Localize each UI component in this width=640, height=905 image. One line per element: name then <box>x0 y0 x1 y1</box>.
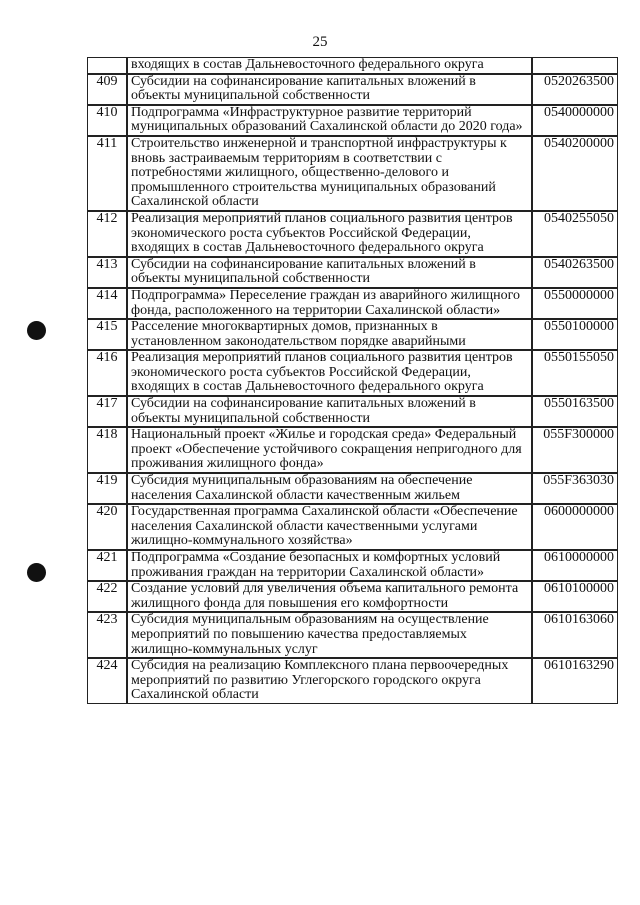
page-number: 25 <box>312 34 328 50</box>
punch-hole-mark <box>27 321 46 340</box>
punch-hole-mark <box>27 563 46 582</box>
row-code-cell: 0610000000 <box>532 550 618 581</box>
row-name-cell: Субсидии на софинансирование капитальных вложений в объекты муниципальной собственности <box>127 396 532 427</box>
row-code-cell: 0550100000 <box>532 319 618 350</box>
row-number-cell: 416 <box>87 350 127 396</box>
row-number-cell: 415 <box>87 319 127 350</box>
row-number-cell: 424 <box>87 658 127 704</box>
row-name-cell: Государственная программа Сахалинской области «Обеспечение населения Сахалинской области качественными услугами жилищно-коммунального хозяйства» <box>127 504 532 550</box>
table-row <box>87 57 618 74</box>
row-code-cell: 0600000000 <box>532 504 618 550</box>
table-row <box>87 74 618 105</box>
row-name-cell: Реализация мероприятий планов социального развития центров экономического роста субъектов Российской Федерации, входящих в состав Дальневосточного федерального округа <box>127 350 532 396</box>
row-name-cell: Субсидии на софинансирование капитальных вложений в объекты муниципальной собственности <box>127 74 532 105</box>
row-code-cell: 0610163290 <box>532 658 618 704</box>
row-number-cell: 414 <box>87 288 127 319</box>
row-code-cell: 055F300000 <box>532 427 618 473</box>
row-code-cell: 0540000000 <box>532 105 618 136</box>
row-number-cell: 409 <box>87 74 127 105</box>
table-row <box>87 350 618 396</box>
row-code-cell: 0540263500 <box>532 257 618 288</box>
row-name-cell: Реализация мероприятий планов социального развития центров экономического роста субъектов Российской Федерации, входящих в состав Дальневосточного федерального округа <box>127 211 532 257</box>
row-code-cell: 0610163060 <box>532 612 618 658</box>
row-number-cell: 419 <box>87 473 127 504</box>
row-code-cell: 0550163500 <box>532 396 618 427</box>
row-number-cell: 411 <box>87 136 127 211</box>
row-name-cell: Субсидия муниципальным образованиям на обеспечение населения Сахалинской области качественным жильем <box>127 473 532 504</box>
row-code-cell <box>532 57 618 74</box>
row-name-cell: Подпрограмма» Переселение граждан из аварийного жилищного фонда, расположенного на территории Сахалинской области» <box>127 288 532 319</box>
row-name-cell: Создание условий для увеличения объема капитального ремонта жилищного фонда для повышения его комфортности <box>127 581 532 612</box>
row-number-cell: 417 <box>87 396 127 427</box>
row-code-cell: 0540255050 <box>532 211 618 257</box>
table-row <box>87 658 618 704</box>
row-name-cell: Строительство инженерной и транспортной инфраструктуры к вновь застраиваемым территориям в соответствии с потребностями жилищного, общественно-делового и промышленного строительства муниципальных образований Сахалинской области <box>127 136 532 211</box>
row-number-cell: 421 <box>87 550 127 581</box>
row-name-cell: Расселение многоквартирных домов, признанных в установленном законодательством порядке аварийными <box>127 319 532 350</box>
table-body <box>87 57 618 704</box>
table-row <box>87 257 618 288</box>
row-number-cell: 423 <box>87 612 127 658</box>
row-number-cell: 422 <box>87 581 127 612</box>
table-row <box>87 550 618 581</box>
row-name-cell: Подпрограмма «Инфраструктурное развитие территорий муниципальных образований Сахалинской области до 2020 года» <box>127 105 532 136</box>
row-name-cell: Субсидии на софинансирование капитальных вложений в объекты муниципальной собственности <box>127 257 532 288</box>
row-number-cell: 413 <box>87 257 127 288</box>
row-code-cell: 0550155050 <box>532 350 618 396</box>
row-code-cell: 055F363030 <box>532 473 618 504</box>
row-name-cell: Национальный проект «Жилье и городская среда» Федеральный проект «Обеспечение устойчивого сокращения непригодного для проживания жилищного фонда» <box>127 427 532 473</box>
row-number-cell: 420 <box>87 504 127 550</box>
table-row <box>87 211 618 257</box>
row-name-cell: входящих в состав Дальневосточного федерального округа <box>127 57 532 74</box>
table-row <box>87 427 618 473</box>
row-name-cell: Субсидия на реализацию Комплексного плана первоочередных мероприятий по развитию Углегорского городского округа Сахалинской области <box>127 658 532 704</box>
table-row <box>87 612 618 658</box>
table-row <box>87 581 618 612</box>
budget-classification-table <box>87 57 618 704</box>
table-row <box>87 319 618 350</box>
row-number-cell: 412 <box>87 211 127 257</box>
row-code-cell: 0540200000 <box>532 136 618 211</box>
row-code-cell: 0610100000 <box>532 581 618 612</box>
table-row <box>87 473 618 504</box>
table-row <box>87 288 618 319</box>
table-row <box>87 136 618 211</box>
table-row <box>87 504 618 550</box>
row-code-cell: 0550000000 <box>532 288 618 319</box>
table-row <box>87 396 618 427</box>
row-number-cell: 410 <box>87 105 127 136</box>
row-name-cell: Подпрограмма «Создание безопасных и комфортных условий проживания граждан на территории Сахалинской области» <box>127 550 532 581</box>
row-name-cell: Субсидия муниципальным образованиям на осуществление мероприятий по повышению качества предоставляемых жилищно-коммунальных услуг <box>127 612 532 658</box>
row-number-cell <box>87 57 127 74</box>
row-code-cell: 0520263500 <box>532 74 618 105</box>
table-row <box>87 105 618 136</box>
row-number-cell: 418 <box>87 427 127 473</box>
